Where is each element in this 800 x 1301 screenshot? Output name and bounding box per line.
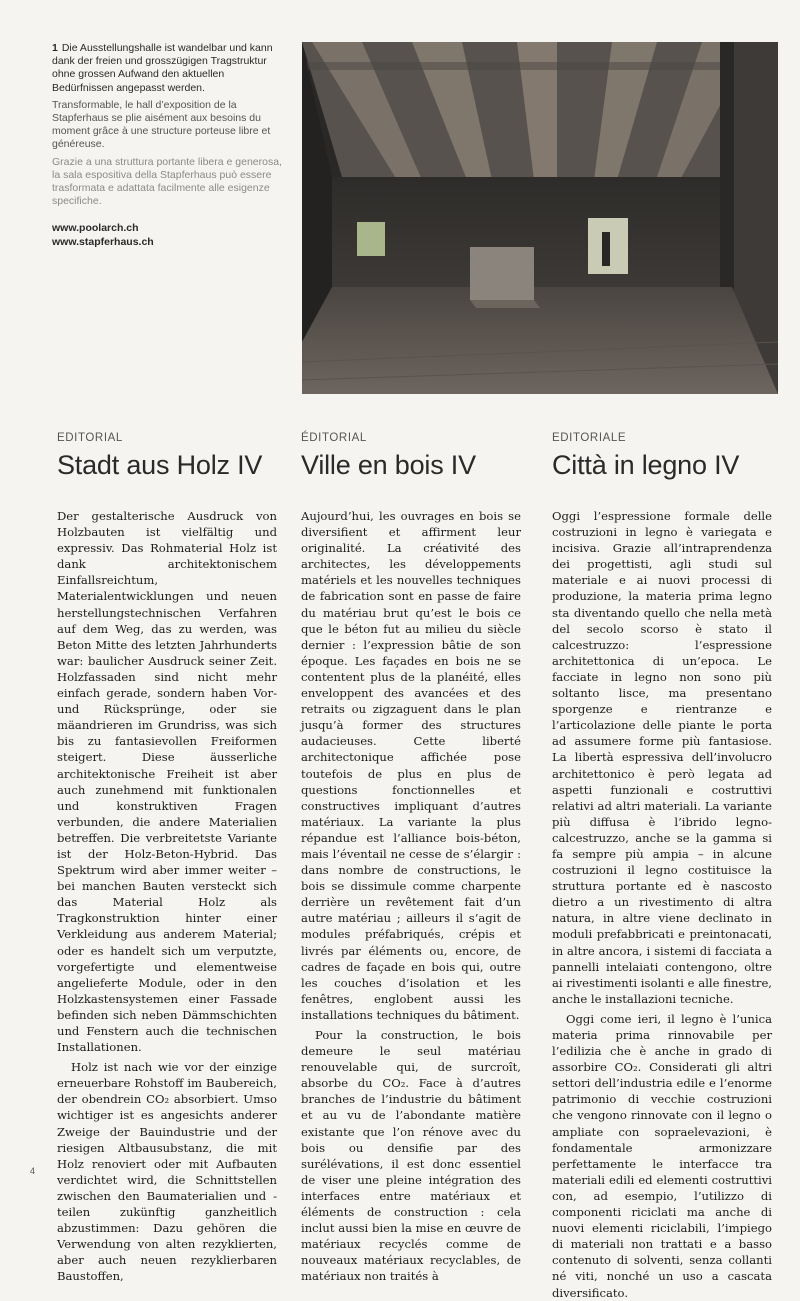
title-german: Stadt aus Holz IV [57, 450, 263, 480]
body-italian [552, 508, 772, 1301]
caption-number: 1 [52, 42, 58, 54]
title-italian: Città in legno IV [552, 450, 740, 480]
paragraph: Aujourd’hui, les ouvrages en bois se diversifient et affirment leur originalité. La créativité des architectes, les développements matériels et les nouvelles techniques de fabrication sont en passe de faire du matériau brut qu’est le bois ce que le béton fut au milieu du siècle dernier : l’expression bâtie de son époque. Les façades en bois ne se contentent plus de la planéité, elles enveloppent des avancées et des retraits ou zigzaguent dans le plan jusqu’à former des structures audacieuses. Cette liberté architectonique affichée pose toutefois de plus en plus de questions fonctionnelles et constructives impliquant d’autres matériaux. La variante la plus répandue est l’alliance bois-béton, mais l’éventail ne cesse de s’élargir : dans nombre de constructions, le bois se dissimule comme charpente derrière un revêtement fait d’un autre matériau ; ailleurs il s’agit de modules préfabriqués, crépis et livrés par éléments ou, encore, de cadres de façade en bois qui, outre les couches d’isolation et les fenêtres, englobent aussi les installations techniques du bâtiment. [301, 509, 521, 1022]
exhibition-hall-photo [302, 42, 778, 394]
link-poolarch[interactable]: www.poolarch.ch [52, 222, 139, 235]
paragraph: Der gestalterische Ausdruck von Holzbauten ist vielfältig und expressiv. Das Rohmaterial Holz ist dank architektonischem Einfallsreichtum, Materialentwicklungen und neuen herstellungstechnischen Verfahren auf dem Weg, das zu werden, was Beton Mitte des letzten Jahrhunderts war: baulicher Ausdruck seiner Zeit. Holzfassaden sind nicht mehr einfach gerade, sondern haben Vor- und Rücksprünge, oder sie mäandrieren im Grundriss, was sich bis zu fantasievollen Freiformen steigert. Diese äusserliche architektonische Freiheit ist aber auch zunehmend mit funktionalen und konstruktiven Fragen verbunden, die andere Materialien betreffen. Die verbreitetste Variante ist der Holz-Beton-Hybrid. Das Spektrum wird aber immer weiter – bei manchen Bauten versteckt sich das Material Holz als Tragkonstruktion hinter einer Verkleidung aus anderem Material; oder es handelt sich um verputzte, vorgefertigte und elementweise angelieferte Module, oder in den Holzkastensystemen einer Fassade befinden sich neben Dämmschichten und Fenstern auch die technischen Installationen. [57, 509, 277, 1055]
title-french: Ville en bois IV [301, 450, 476, 480]
caption-italian: Grazie a una struttura portante libera e generosa, la sala espositiva della Stapferhaus può essere trasformata e adattata facilmente alle esigenze specifiche. [52, 155, 282, 208]
page-number: 4 [30, 1166, 36, 1176]
caption-french: Transformable, le hall d’exposition de la Stapferhaus se plie aisément aux besoins du moment grâce à une structure porteuse libre et généreuse. [52, 98, 271, 151]
web-links [52, 222, 288, 249]
link-stapferhaus[interactable]: www.stapferhaus.ch [52, 235, 154, 248]
label-german: EDITORIAL [57, 432, 123, 444]
body-french [301, 508, 521, 1285]
caption-german [52, 42, 288, 95]
caption-german-text: Die Ausstellungshalle ist wandelbar und kann dank der freien und grosszügigen Tragstruktur ohne grossen Aufwand den aktuellen Bedürfnissen angepasst werden. [52, 42, 273, 94]
label-italian: EDITORIALE [552, 432, 627, 444]
paragraph: Pour la construction, le bois demeure le seul matériau renouvelable qui, de surcroît, absorbe du CO₂. Face à d’autres branches de l’industrie du bâtiment et au vu de l’abondante matière existante que l’on rénove avec du bois ou densifie par des surélévations, il est donc essentiel de viser une pleine intégration des interfaces entre matériaux et éléments de construction : cela inclut aussi bien la mise en œuvre de matériaux recyclés comme de nouveaux matériaux recyclables, de matériaux non traités à [301, 1028, 521, 1284]
paragraph: Oggi come ieri, il legno è l’unica materia prima rinnovabile per l’edilizia che è anche in grado di assorbire CO₂. Considerati gli altri settori dell’industria edile e l’enorme patrimonio di vecchie costruzioni che vengono rinnovate con il legno o ampliate con sopraelevazioni, è fondamentale armonizzare perfettamente le interfacce tra materiali edili ed elementi costruttivi con, ad esempio, l’utilizzo di componenti riciclati ma anche di nuovi elementi riciclabili, l’impiego di materiali non trattati e a basso contenuto di solventi, senza collanti né viti, nonché un uso a cascata diversificato. [552, 1011, 772, 1300]
label-french: ÉDITORIAL [301, 432, 367, 444]
paragraph: Holz ist nach wie vor der einzige erneuerbare Rohstoff im Baubereich, der obendrein CO₂ absorbiert. Umso wichtiger ist es angesichts anderer Zweige der Bauindustrie und der riesigen Altbausubstanz, die mit Holz renoviert oder mit Aufbauten verdichtet wird, die Schnittstellen zwischen den Baumaterialien und -teilen zukünftig ganzheitlich abzustimmen: Dazu gehören die Verwendung von alten rezyklierten, aber auch neuen rezyklierbaren Baustoffen, [57, 1060, 277, 1284]
body-german [57, 508, 277, 1285]
photo-caption [52, 42, 288, 249]
paragraph: Oggi l’espressione formale delle costruzioni in legno è variegata e incisiva. Grazie all’intraprendenza dei progettisti, agli studi sul materiale e ai nuovi processi di produzione, la materia prima legno sta diventando quello che nella metà del secolo scorso è stato il calcestruzzo: l’espressione architettonica di un’epoca. Le facciate in legno non sono più soltanto lisce, ma presentano sporgenze e rientranze e l’articolazione delle piante le porta ad assumere forme più fantasiose. La libertà espressiva dell’involucro architettonico è però legata ad aspetti funzionali e costruttivi relativi ad altri materiali. La variante più diffusa è l’ibrido legno-calcestruzzo, anche se la gamma si fa sempre più ampia – in alcune costruzioni il legno costituisce la struttura portante ed è nascosto dietro a un rivestimento di altra natura, in altre viene declinato in moduli prefabbricati e preintonacati, in altre ancora, i sistemi di facciata a pannelli intelaiati contengono, oltre ai rivestimenti isolanti e alle finestre, anche le installazioni tecniche. [552, 509, 772, 1006]
